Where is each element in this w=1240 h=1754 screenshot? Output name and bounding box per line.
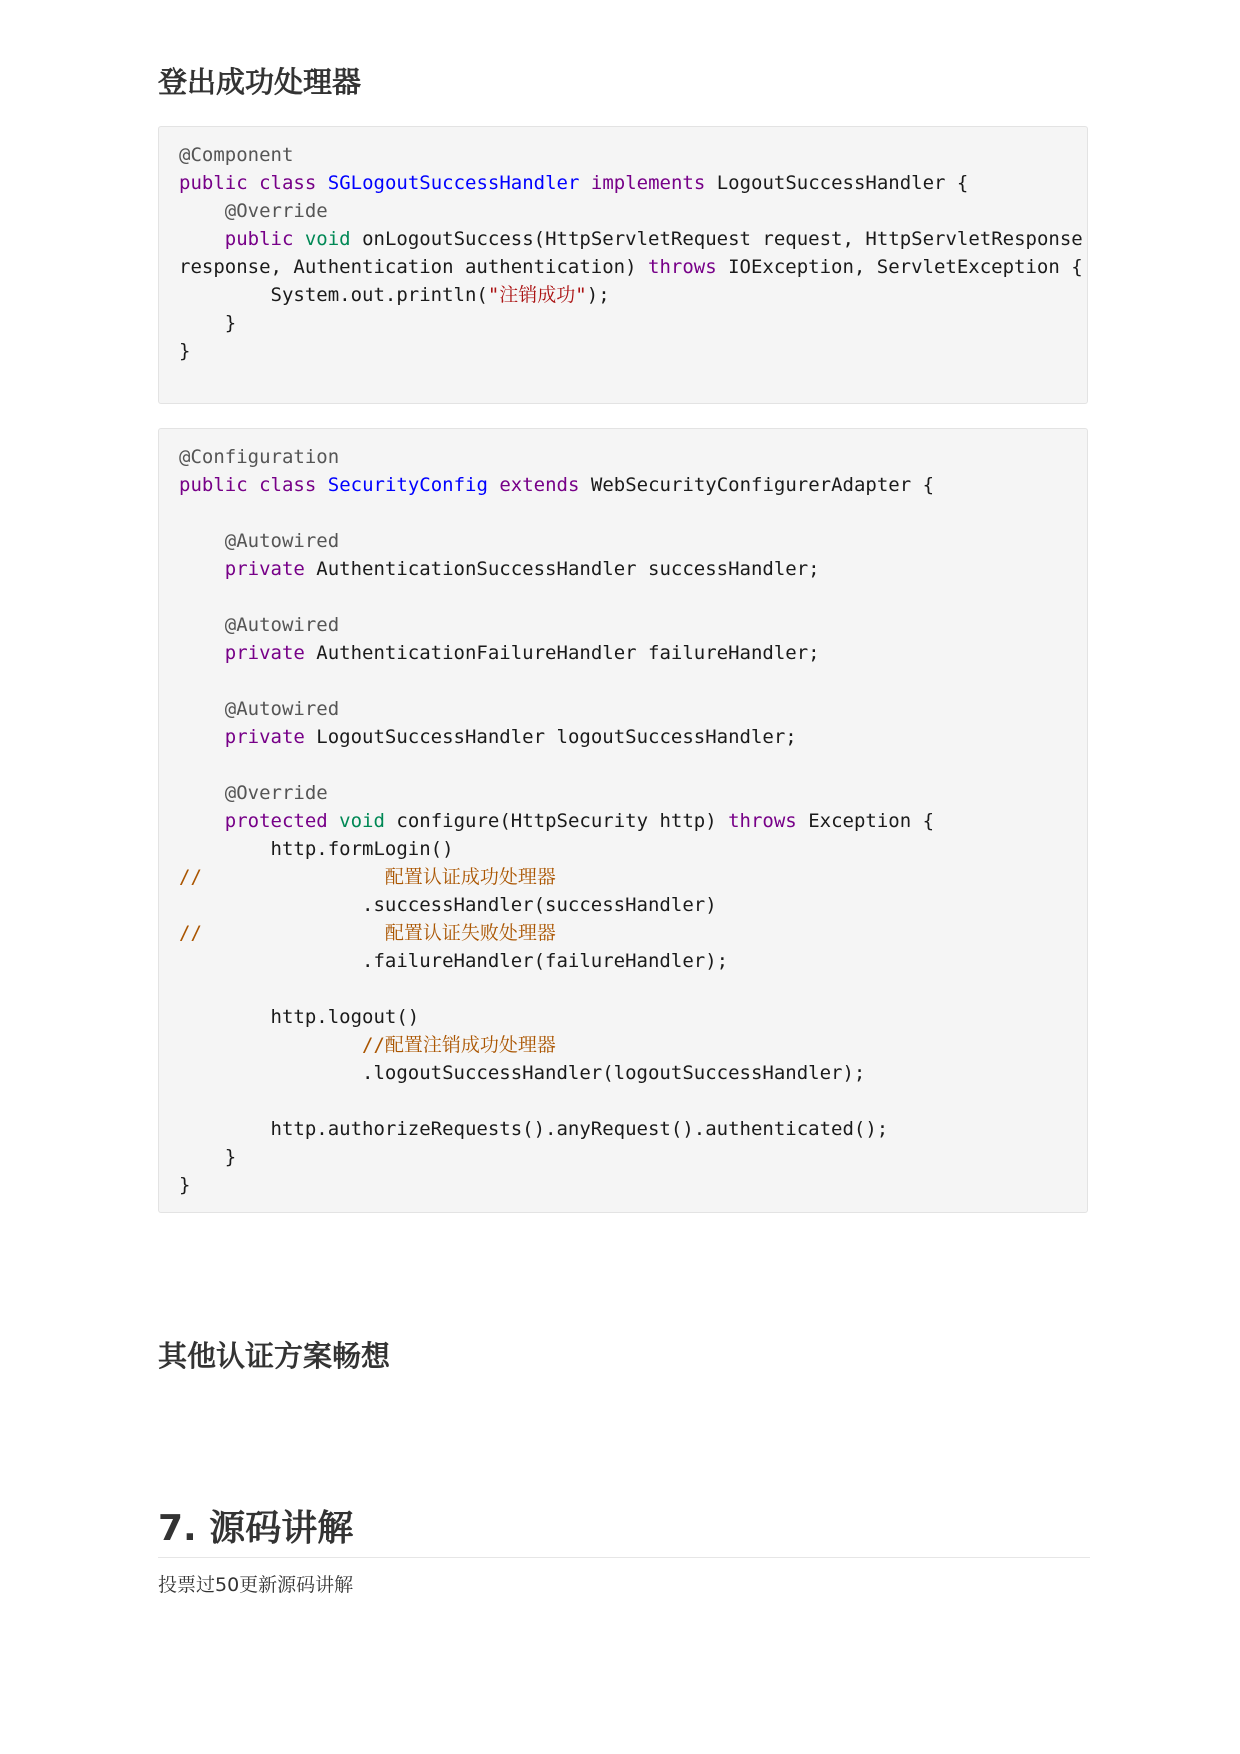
code-token bbox=[179, 810, 225, 832]
code-token bbox=[293, 228, 304, 250]
heading-divider bbox=[158, 1557, 1090, 1558]
code-block-logout-handler bbox=[158, 126, 1088, 404]
section-title-other-auth: 其他认证方案畅想 bbox=[158, 1339, 391, 1373]
code-token: @Override bbox=[224, 782, 328, 804]
code-token: public bbox=[179, 172, 248, 194]
code-token bbox=[179, 642, 225, 664]
code-token: IOException, ServletException { bbox=[716, 256, 1083, 278]
code-token: @Configuration bbox=[179, 446, 340, 468]
code-token: public bbox=[224, 228, 294, 250]
code-line bbox=[179, 309, 1067, 337]
code-token: } bbox=[179, 340, 191, 362]
code-line bbox=[179, 1143, 1067, 1171]
code-token: public bbox=[179, 474, 248, 496]
code-token: .logoutSuccessHandler(logoutSuccessHandler); bbox=[179, 1062, 866, 1084]
code-token bbox=[179, 726, 225, 748]
code-content bbox=[179, 141, 1083, 393]
code-token: http.authorizeRequests().anyRequest().authenticated(); bbox=[179, 1118, 889, 1140]
code-token: extends bbox=[499, 474, 580, 496]
code-token bbox=[316, 172, 327, 194]
code-line bbox=[179, 975, 1067, 1003]
code-token: @Autowired bbox=[224, 530, 340, 552]
code-token: } bbox=[179, 312, 237, 334]
code-token: System.out.println( bbox=[179, 284, 488, 306]
code-token: Exception { bbox=[796, 810, 935, 832]
code-line bbox=[179, 751, 1067, 779]
code-token: .failureHandler(failureHandler); bbox=[179, 950, 729, 972]
code-line bbox=[179, 891, 1067, 919]
code-token: "注销成功" bbox=[487, 284, 587, 306]
code-line bbox=[179, 1003, 1067, 1031]
code-line bbox=[179, 639, 1067, 667]
code-line bbox=[179, 197, 1067, 225]
code-line bbox=[179, 443, 1067, 471]
code-line bbox=[179, 141, 1067, 169]
code-token: http.formLogin() bbox=[179, 838, 454, 860]
code-line bbox=[179, 583, 1067, 611]
code-token: private bbox=[224, 642, 305, 664]
code-token: private bbox=[224, 558, 305, 580]
code-line bbox=[179, 611, 1067, 639]
code-line bbox=[179, 225, 1083, 253]
code-token: class bbox=[259, 474, 317, 496]
code-token: class bbox=[259, 172, 317, 194]
code-line bbox=[179, 947, 1067, 975]
code-line bbox=[179, 1115, 1067, 1143]
code-token bbox=[328, 810, 339, 832]
code-line bbox=[179, 1171, 1067, 1199]
code-token: ); bbox=[586, 284, 610, 306]
code-line bbox=[179, 169, 1067, 197]
code-token bbox=[179, 530, 225, 552]
code-token bbox=[179, 558, 225, 580]
code-token: protected bbox=[224, 810, 328, 832]
code-token bbox=[179, 1034, 362, 1056]
code-line bbox=[179, 499, 1067, 527]
code-line bbox=[179, 365, 1067, 393]
code-line bbox=[179, 695, 1067, 723]
code-token bbox=[248, 172, 259, 194]
code-line bbox=[179, 1087, 1067, 1115]
code-line bbox=[179, 863, 1067, 891]
source-code-paragraph: 投票过50更新源码讲解 bbox=[158, 1574, 354, 1596]
code-token: response, Authentication authentication) bbox=[179, 256, 648, 278]
section-title-source-code: 7. 源码讲解 bbox=[158, 1508, 354, 1549]
code-token: // 配置认证成功处理器 bbox=[179, 866, 556, 888]
code-line bbox=[179, 919, 1067, 947]
code-token: // 配置认证失败处理器 bbox=[179, 922, 556, 944]
code-line bbox=[179, 1031, 1067, 1059]
code-token: configure(HttpSecurity http) bbox=[384, 810, 729, 832]
code-token: WebSecurityConfigurerAdapter { bbox=[579, 474, 935, 496]
code-token: SGLogoutSuccessHandler bbox=[327, 172, 580, 194]
code-line bbox=[179, 723, 1067, 751]
code-line bbox=[179, 667, 1067, 695]
code-line bbox=[179, 1059, 1067, 1087]
code-line bbox=[179, 281, 1067, 309]
code-token bbox=[179, 698, 225, 720]
code-token: throws bbox=[648, 256, 717, 278]
code-token: LogoutSuccessHandler logoutSuccessHandler; bbox=[304, 726, 797, 748]
code-token bbox=[179, 782, 225, 804]
code-token bbox=[488, 474, 499, 496]
code-content bbox=[179, 443, 1067, 1199]
code-line bbox=[179, 555, 1067, 583]
code-token bbox=[179, 228, 225, 250]
code-token: SecurityConfig bbox=[327, 474, 488, 496]
code-line bbox=[179, 807, 1067, 835]
code-token: } bbox=[179, 1174, 191, 1196]
code-token: http.logout() bbox=[179, 1006, 420, 1028]
code-token: @Autowired bbox=[224, 614, 340, 636]
code-line bbox=[179, 835, 1067, 863]
code-token: //配置注销成功处理器 bbox=[362, 1034, 556, 1056]
code-token bbox=[179, 614, 225, 636]
code-token: implements bbox=[590, 172, 706, 194]
code-block-security-config bbox=[158, 428, 1088, 1213]
code-line bbox=[179, 527, 1067, 555]
code-line bbox=[179, 337, 1067, 365]
code-token bbox=[579, 172, 590, 194]
code-token: .successHandler(successHandler) bbox=[179, 894, 717, 916]
code-token: @Autowired bbox=[224, 698, 340, 720]
code-token: void bbox=[339, 810, 385, 832]
code-token bbox=[248, 474, 259, 496]
code-line bbox=[179, 779, 1067, 807]
code-token: @Override bbox=[224, 200, 328, 222]
code-line bbox=[179, 253, 1083, 281]
code-token bbox=[316, 474, 327, 496]
code-token: void bbox=[304, 228, 351, 250]
code-token bbox=[179, 200, 225, 222]
code-token: } bbox=[179, 1146, 237, 1168]
section-title-logout-handler: 登出成功处理器 bbox=[158, 65, 362, 99]
code-token: onLogoutSuccess(HttpServletRequest request, HttpServletResponse bbox=[350, 228, 1083, 250]
code-token: AuthenticationSuccessHandler successHandler; bbox=[304, 558, 820, 580]
code-token: @Component bbox=[179, 144, 294, 166]
code-token: LogoutSuccessHandler { bbox=[705, 172, 969, 194]
code-token: throws bbox=[728, 810, 797, 832]
code-token: AuthenticationFailureHandler failureHandler; bbox=[304, 642, 820, 664]
code-line bbox=[179, 471, 1067, 499]
code-token: private bbox=[224, 726, 305, 748]
